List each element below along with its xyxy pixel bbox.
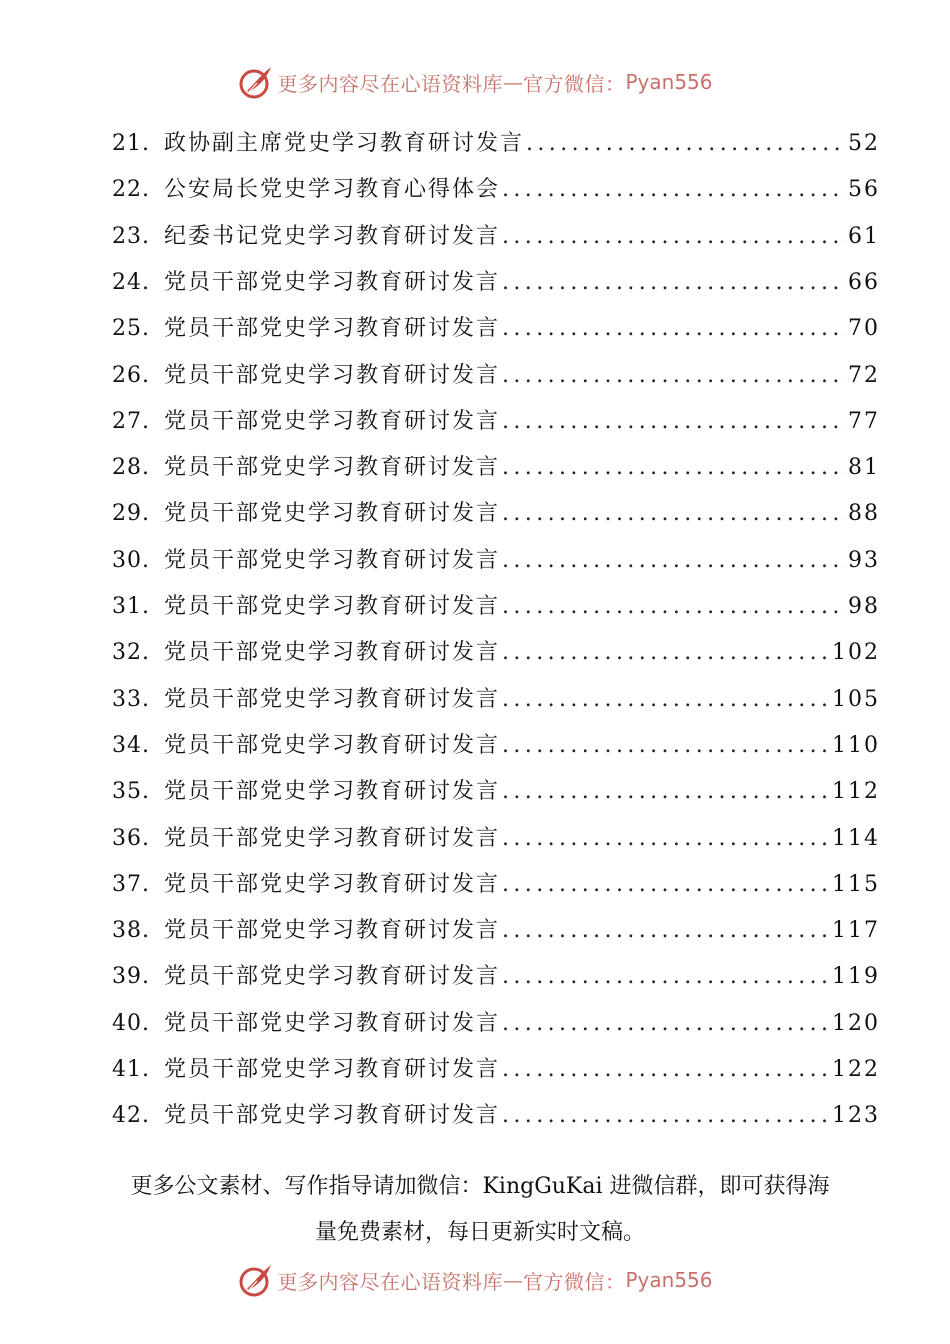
toc-entry-title: 党员干部党史学习教育研讨发言: [164, 1057, 501, 1082]
toc-entry-number: 24.: [112, 269, 150, 295]
toc-entry-page: 77: [848, 408, 880, 434]
toc-entry-title: 党员干部党史学习教育研讨发言: [164, 594, 501, 619]
toc-entry[interactable]: [112, 406, 880, 438]
toc-dot-leader: [502, 591, 846, 623]
toc-entry-title: 政协副主席党史学习教育研讨发言: [164, 131, 525, 156]
toc-dot-leader: [502, 360, 846, 392]
toc-entry-page: 122: [832, 1057, 880, 1082]
toc-entry-title: 党员干部党史学习教育研讨发言: [164, 918, 501, 944]
toc-entry[interactable]: [112, 128, 880, 160]
toc-entry-page: 70: [848, 316, 880, 342]
toc-dot-leader: [502, 221, 846, 253]
toc-dot-leader: [502, 637, 830, 669]
toc-entry-title: 党员干部党史学习教育研讨发言: [164, 316, 501, 342]
toc-entry-page: 61: [848, 223, 880, 249]
toc-entry[interactable]: [112, 498, 880, 530]
footer-note: [80, 1164, 880, 1256]
toc-entry-title: 党员干部党史学习教育研讨发言: [164, 1103, 501, 1129]
header-banner: [0, 62, 950, 102]
toc-entry-number: 21.: [112, 131, 150, 156]
toc-entry-number: 25.: [112, 316, 150, 342]
banner-label: 官方微信：: [522, 71, 626, 96]
toc-entry[interactable]: [112, 1008, 880, 1040]
toc-entry-number: 36.: [112, 825, 150, 851]
toc-entry-page: 98: [848, 594, 880, 619]
toc-entry-number: 41.: [112, 1057, 150, 1082]
toc-entry-page: 119: [832, 964, 880, 990]
toc-entry-page: 88: [848, 501, 880, 527]
toc-dot-leader: [502, 174, 846, 206]
toc-entry-number: 37.: [112, 871, 150, 897]
toc-entry-title: 党员干部党史学习教育研讨发言: [164, 455, 501, 481]
toc-entry-page: 52: [848, 131, 880, 156]
toc-entry-page: 115: [832, 871, 880, 897]
toc-dot-leader: [502, 313, 846, 345]
toc-dot-leader: [502, 267, 846, 299]
toc-entry-number: 39.: [112, 964, 150, 990]
toc-entry[interactable]: [112, 452, 880, 484]
toc-entry[interactable]: [112, 869, 880, 901]
banner-text: 更多内容尽在心语资料库: [277, 71, 503, 96]
toc-dot-leader: [502, 961, 830, 993]
toc-entry-title: 党员干部党史学习教育研讨发言: [164, 732, 501, 758]
toc-entry[interactable]: [112, 961, 880, 993]
toc-entry[interactable]: [112, 267, 880, 299]
toc-entry-number: 38.: [112, 918, 150, 944]
toc-entry[interactable]: [112, 637, 880, 669]
toc-entry-page: 112: [832, 779, 880, 805]
toc-entry-page: 72: [848, 362, 880, 388]
toc-entry[interactable]: [112, 1100, 880, 1132]
toc-entry[interactable]: [112, 591, 880, 623]
toc-entry[interactable]: [112, 730, 880, 762]
toc-entry-title: 党员干部党史学习教育研讨发言: [164, 779, 501, 805]
toc-dot-leader: [502, 545, 846, 577]
toc-dot-leader: [502, 776, 830, 808]
toc-entry[interactable]: [112, 915, 880, 947]
toc-entry-number: 26.: [112, 362, 150, 388]
toc-entry-number: 27.: [112, 408, 150, 434]
toc-dot-leader: [502, 406, 846, 438]
toc-entry-page: 93: [848, 547, 880, 573]
banner-text: 更多内容尽在心语资料库: [277, 1269, 503, 1294]
toc-dot-leader: [502, 452, 846, 484]
toc-entry-title: 党员干部党史学习教育研讨发言: [164, 1010, 501, 1036]
toc-entry-title: 党员干部党史学习教育研讨发言: [164, 501, 501, 527]
toc-dot-leader: [502, 915, 830, 947]
toc-entry-title: 纪委书记党史学习教育研讨发言: [164, 223, 501, 249]
toc-entry-number: 42.: [112, 1103, 150, 1129]
toc-entry-number: 33.: [112, 686, 150, 712]
toc-entry-number: 31.: [112, 594, 150, 619]
toc-entry-title: 党员干部党史学习教育研讨发言: [164, 964, 501, 990]
toc-dot-leader: [502, 823, 830, 855]
toc-dot-leader: [502, 498, 846, 530]
toc-dot-leader: [502, 1054, 830, 1086]
banner-separator: —: [502, 70, 523, 94]
toc-entry-title: 公安局长党史学习教育心得体会: [164, 177, 501, 203]
toc-entry-page: 114: [832, 825, 880, 851]
toc-entry-number: 32.: [112, 640, 150, 666]
toc-entry-number: 34.: [112, 732, 150, 758]
toc-dot-leader: [502, 869, 830, 901]
toc-entry[interactable]: [112, 1054, 880, 1086]
toc-entry[interactable]: [112, 174, 880, 206]
toc-entry-page: 81: [848, 455, 880, 481]
toc-entry-title: 党员干部党史学习教育研讨发言: [164, 825, 501, 851]
toc-entry-number: 29.: [112, 501, 150, 527]
toc-dot-leader: [502, 730, 830, 762]
toc-entry[interactable]: [112, 360, 880, 392]
toc-entry-title: 党员干部党史学习教育研讨发言: [164, 547, 501, 573]
toc-entry-title: 党员干部党史学习教育研讨发言: [164, 408, 501, 434]
toc-dot-leader: [526, 128, 846, 160]
footer-line-1: 更多公文素材、写作指导请加微信：KingGuKai 进微信群，即可获得海: [130, 1174, 830, 1199]
toc-entry-title: 党员干部党史学习教育研讨发言: [164, 871, 501, 897]
toc-entry-page: 110: [832, 732, 880, 758]
toc-entry-page: 105: [832, 686, 880, 712]
banner-separator: —: [502, 1268, 523, 1292]
toc-entry[interactable]: [112, 776, 880, 808]
toc-entry-title: 党员干部党史学习教育研讨发言: [164, 269, 501, 295]
toc-entry-number: 40.: [112, 1010, 150, 1036]
toc-entry-title: 党员干部党史学习教育研讨发言: [164, 640, 501, 666]
toc-entry-page: 117: [832, 918, 880, 944]
banner-label: 官方微信：: [522, 1269, 626, 1294]
toc-entry-page: 120: [832, 1010, 880, 1036]
toc-entry-number: 30.: [112, 547, 150, 573]
toc-dot-leader: [502, 1008, 830, 1040]
toc-entry-page: 66: [848, 269, 880, 295]
toc-dot-leader: [502, 1100, 830, 1132]
toc-entry[interactable]: [112, 823, 880, 855]
toc-entry[interactable]: [112, 684, 880, 716]
banner-wechat-id: Pyan556: [625, 70, 713, 94]
toc-entry-page: 56: [848, 177, 880, 203]
quill-logo-icon: [237, 63, 275, 101]
toc-entry-title: 党员干部党史学习教育研讨发言: [164, 362, 501, 388]
footer-banner: [0, 1260, 950, 1300]
toc-entry-number: 35.: [112, 779, 150, 805]
toc-entry-number: 22.: [112, 177, 150, 203]
footer-line-2: 量免费素材，每日更新实时文稿。: [314, 1220, 645, 1245]
toc-entry-page: 102: [832, 640, 880, 666]
toc-entry[interactable]: [112, 221, 880, 253]
toc-entry-number: 28.: [112, 455, 150, 481]
toc-entry-title: 党员干部党史学习教育研讨发言: [164, 686, 501, 712]
toc-entry[interactable]: [112, 313, 880, 345]
toc-entry-page: 123: [832, 1103, 880, 1129]
toc-entry-number: 23.: [112, 223, 150, 249]
quill-logo-icon: [237, 1261, 275, 1299]
banner-wechat-id: Pyan556: [625, 1268, 713, 1292]
toc-entry[interactable]: [112, 545, 880, 577]
toc-dot-leader: [502, 684, 830, 716]
